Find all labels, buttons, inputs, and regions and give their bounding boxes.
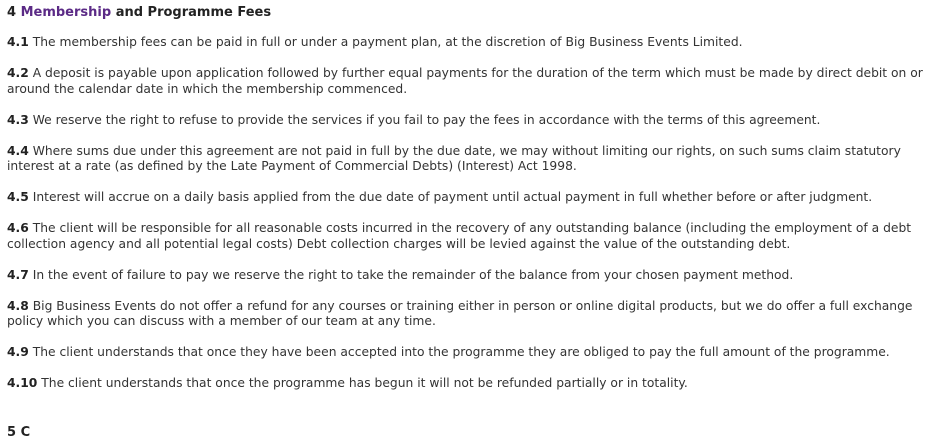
clause-4-9 (7, 345, 935, 361)
section-number: 4 (7, 5, 17, 20)
section-heading (7, 4, 935, 22)
clause-number: 4.9 (7, 345, 29, 359)
clause-text: Big Business Events do not offer a refund for any courses or training either in person or online digital products, but we do offer a full exchange policy which you can discuss with a member of our team at any time. (7, 298, 913, 328)
clause-text: The client understands that once they have been accepted into the programme they are obliged to pay the full amount of the programme. (32, 345, 890, 359)
section-title-rest: and Programme Fees (115, 5, 272, 20)
clause-number: 4.1 (7, 35, 29, 49)
clause-number: 4.8 (7, 298, 29, 313)
clause-number: 4.7 (7, 267, 29, 282)
clause-text: The client will be responsible for all reasonable costs incurred in the recovery of any outstanding balance (including the employment of a debt collection agency and all potential legal costs) Debt collection charges will be levied against the value of the outstanding debt. (7, 221, 912, 251)
clause-4-1 (7, 35, 935, 51)
clause-number: 4.4 (7, 143, 29, 158)
clause-number: 4.6 (7, 221, 29, 235)
clause-text: Where sums due under this agreement are not paid in full by the due date, we may without limiting our rights, on such sums claim statutory interest at a rate (as defined by the Late Payment of Commercial Debts) (Interest) Act 1998. (7, 143, 901, 173)
clause-text: The client understands that once the programme has begun it will not be refunded partially or in totality. (41, 376, 688, 390)
clause-4-6 (7, 221, 935, 252)
clause-text: The membership fees can be paid in full or under a payment plan, at the discretion of Big Business Events Limited. (32, 35, 743, 49)
clause-4-5 (7, 190, 935, 206)
clause-number: 4.10 (7, 376, 38, 390)
clause-4-10 (7, 376, 935, 392)
clause-4-8 (7, 299, 935, 330)
clause-4-2 (7, 66, 935, 97)
next-section-heading-cutoff: 5 C (7, 425, 31, 440)
clause-text: We reserve the right to refuse to provide the services if you fail to pay the fees in accordance with the terms of this agreement. (32, 112, 821, 127)
clause-text: In the event of failure to pay we reserve the right to take the remainder of the balance from your chosen payment method. (32, 267, 794, 282)
clause-4-7 (7, 268, 935, 284)
section-title-accent: Membership (20, 5, 112, 20)
clause-4-3 (7, 113, 935, 129)
clause-number: 4.5 (7, 190, 29, 204)
clause-4-4 (7, 144, 935, 175)
clause-number: 4.2 (7, 66, 29, 80)
terms-document (7, 4, 935, 407)
clause-number: 4.3 (7, 112, 29, 127)
clause-text: Interest will accrue on a daily basis applied from the due date of payment until actual payment in full whether before or after judgment. (32, 190, 873, 204)
clause-text: A deposit is payable upon application followed by further equal payments for the duration of the term which must be made by direct debit on or around the calendar date in which the membership commenced. (7, 66, 923, 96)
